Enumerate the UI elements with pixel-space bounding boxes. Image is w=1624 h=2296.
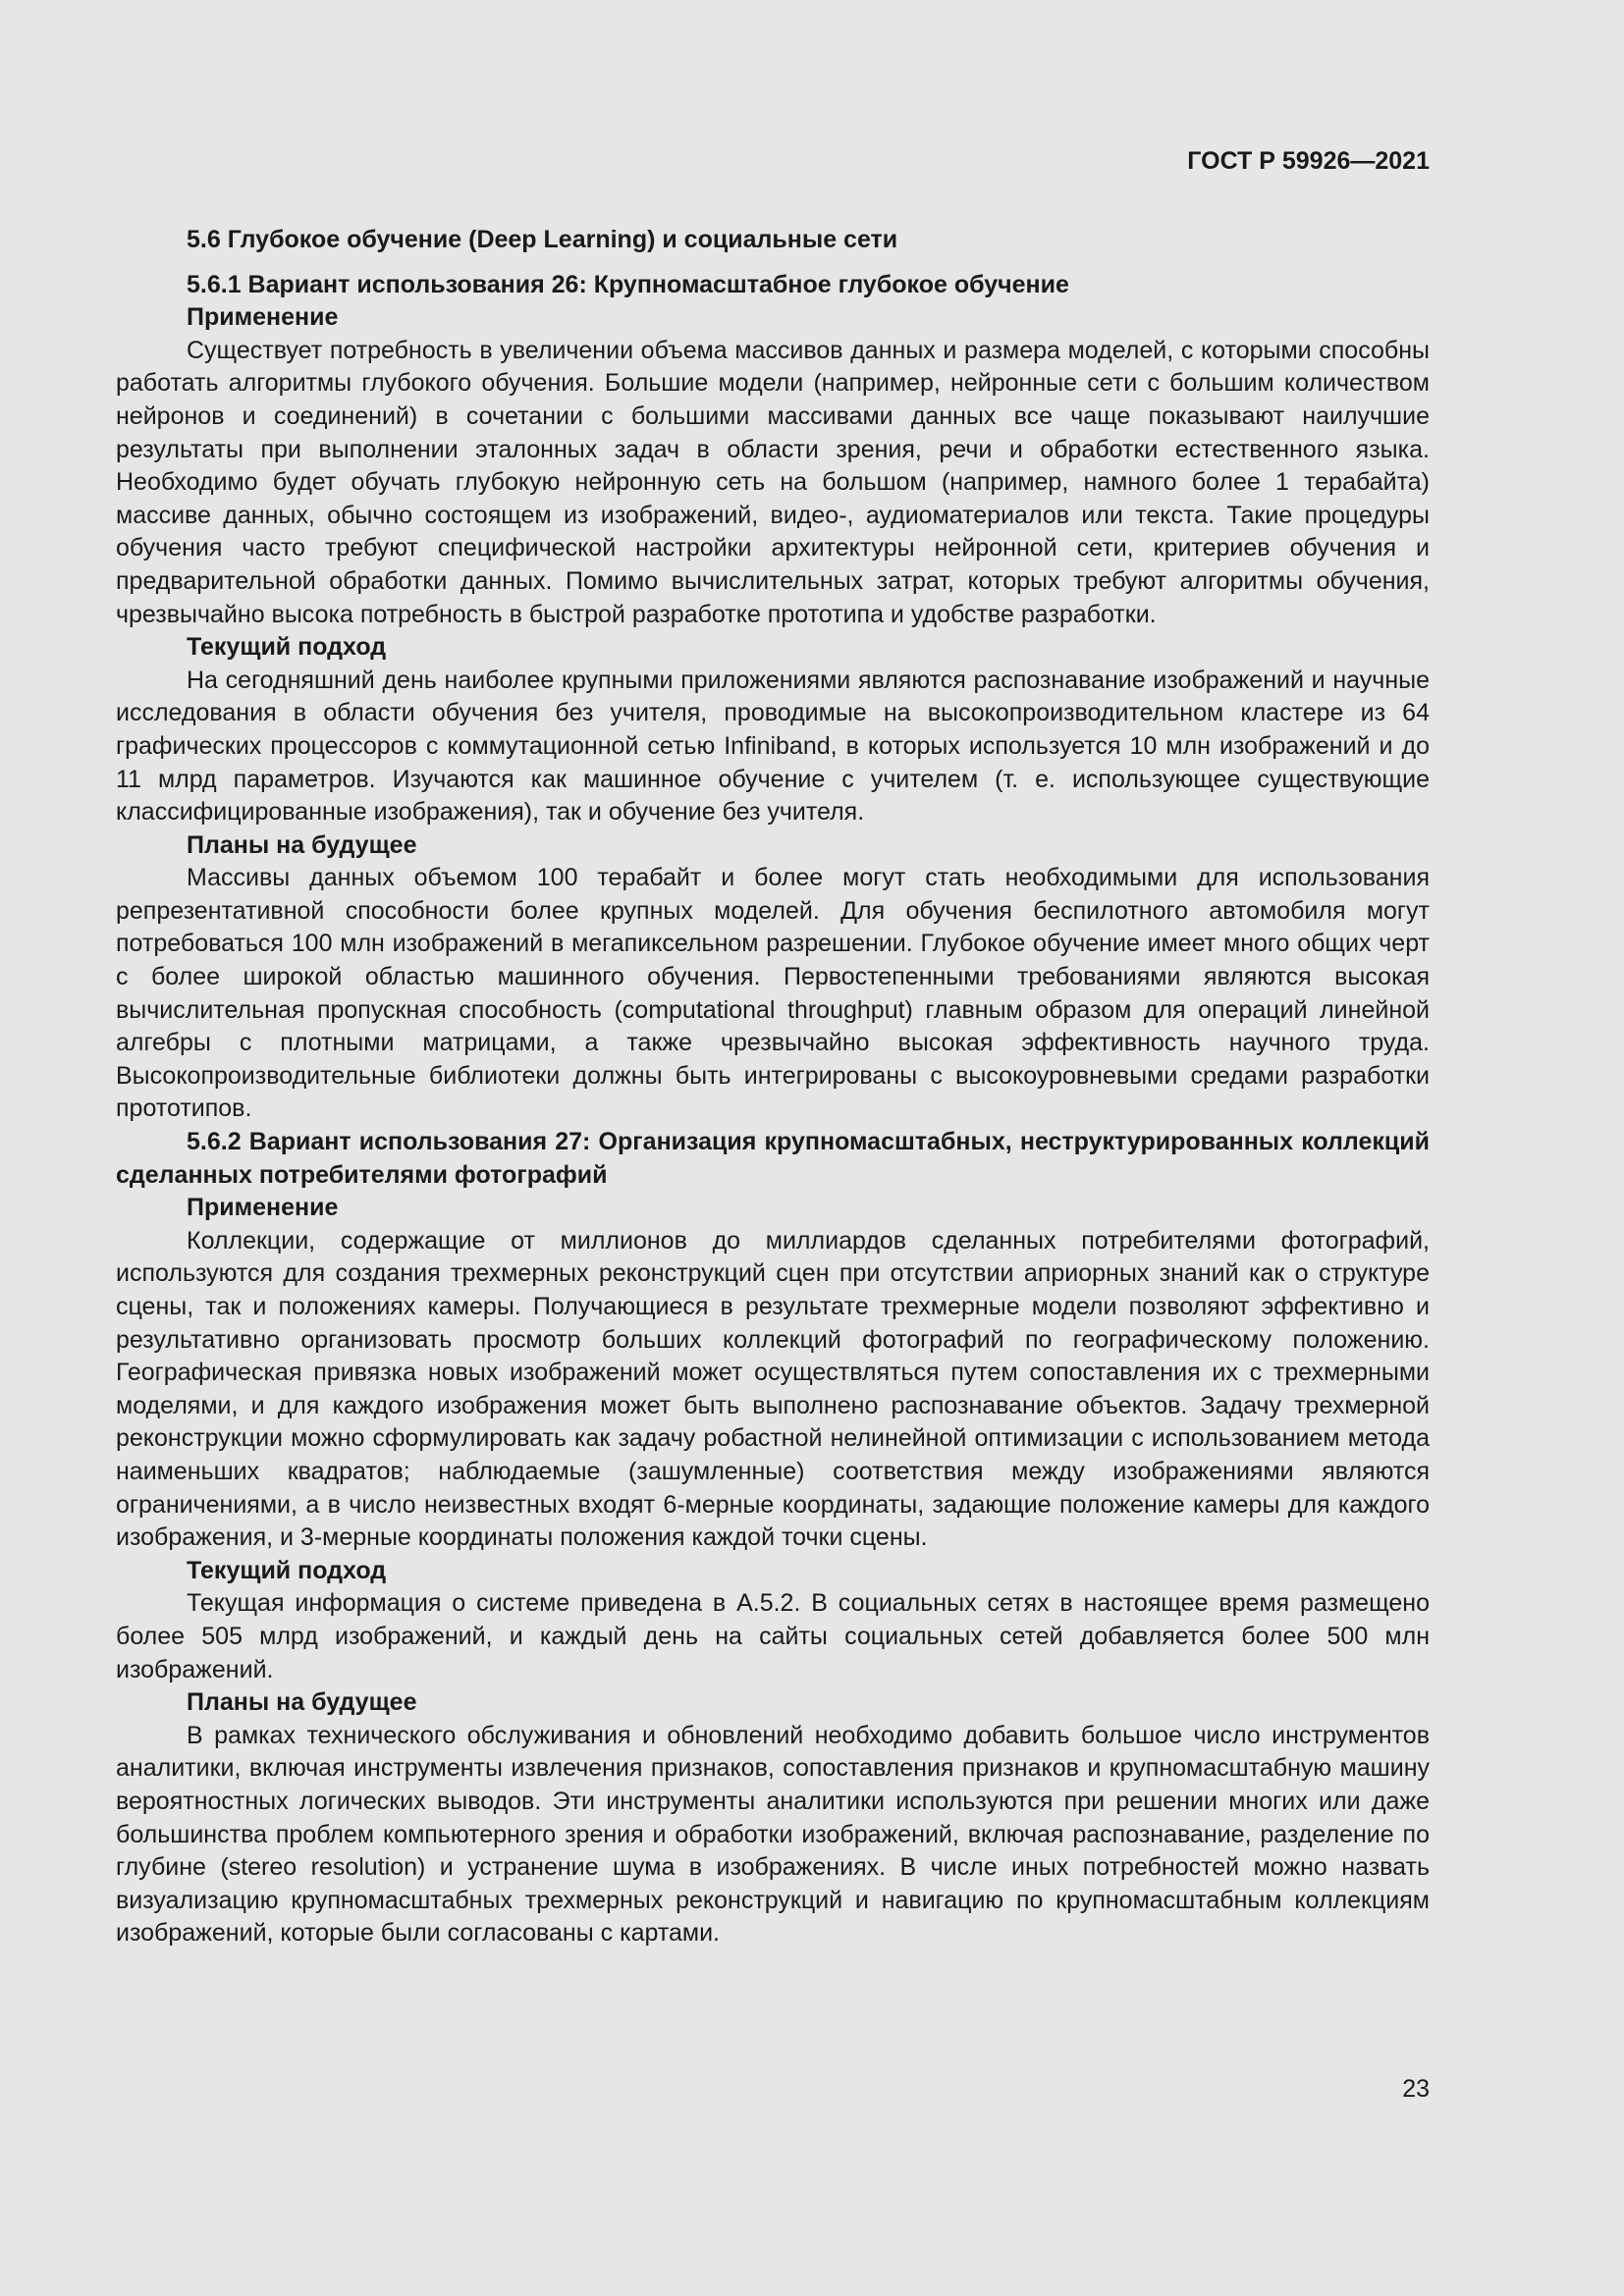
document-id-header: ГОСТ Р 59926—2021 xyxy=(1187,147,1430,175)
use-case-26-future-heading: Планы на будущее xyxy=(187,830,417,859)
use-case-26-application-heading: Применение xyxy=(187,303,339,332)
use-case-27-application-heading: Применение xyxy=(187,1194,339,1222)
use-case-26-future-text: Массивы данных объемом 100 терабайт и более могут стать необходимыми для использования репрезентативной способности более крупных моделей. Для обучения беспилотного автомобиля могут потребоваться 100 млн изображений в мегапиксельном разрешении. Глубокое обучение имеет много общих черт с более широкой областью машинного обучения. Первостепенными требованиями являются высокая вычислительная пропускная способность (computational throughput) главным образом для операций линейной алгебры с плотными матрицами, а также чрезвычайно высокая эффективность научного труда. Высокопроизводительные библиотеки должны быть интегрированы с высокоуровневыми средами разработки прототипов. xyxy=(116,864,1430,1123)
use-case-27-application-text: Коллекции, содержащие от миллионов до миллиардов сделанных потребителями фотографий, используются для создания трехмерных реконструкций сцен при отсутствии априорных знаний как о структуре сцены, так и положениях камеры. Получающиеся в результате трехмерные модели позволяют эффективно и результативно организовать просмотр больших коллекций фотографий по географическому положению. Географическая привязка новых изображений может осуществляться путем сопоставления их с трехмерными моделями, и для каждого изображения может быть выполнено распознавание объектов. Задачу трехмерной реконструкции можно сформулировать как задачу робастной нелинейной оптимизации с использованием метода наименьших квадратов; наблюдаемые (зашумленные) соответствия между изображениями являются ограничениями, а в число неизвестных входят 6-мерные координаты, задающие положение камеры для каждого изображения, и 3-мерные координаты положения каждой точки сцены. xyxy=(116,1226,1430,1552)
use-case-27-current-text: Текущая информация о системе приведена в А.5.2. В социальных сетях в настоящее время размещено более 505 млрд изображений, и каждый день на сайты социальных сетей добавляется более 500 млн изображений. xyxy=(116,1589,1430,1683)
use-case-26-current-text: На сегодняшний день наиболее крупными приложениями являются распознавание изображений и научные исследования в области обучения без учителя, проводимые на высокопроизводительном кластере из 64 графических процессоров с коммутационной сетью Infiniband, в которых используется 10 млн изображений и до 11 млрд параметров. Изучаются как машинное обучение с учителем (т. е. использующее существующие классифицированные изображения), так и обучение без учителя. xyxy=(116,666,1430,827)
use-case-26-current-heading: Текущий подход xyxy=(187,633,387,662)
use-case-26-application-text: Существует потребность в увеличении объема массивов данных и размера моделей, с которыми способны работать алгоритмы глубокого обучения. Большие модели (например, нейронные сети с большим количеством нейронов и соединений) в сочетании с большими массивами данных все чаще показывают наилучшие результаты при выполнении эталонных задач в области зрения, речи и обработки естественного языка. Необходимо будет обучать глубокую нейронную сеть на большом (например, намного более 1 терабайта) массиве данных, обычно состоящем из изображений, видео-, аудиоматериалов или текста. Такие процедуры обучения часто требуют специфической настройки архитектуры нейронной сети, критериев обучения и предварительной обработки данных. Помимо вычислительных затрат, которых требуют алгоритмы обучения, чрезвычайно высока потребность в быстрой разработке прототипа и удобстве разработки. xyxy=(116,336,1430,628)
use-case-27-future-text: В рамках технического обслуживания и обновлений необходимо добавить большое число инструментов аналитики, включая инструменты извлечения признаков, сопоставления признаков и крупномасштабную машину вероятностных логических выводов. Эти инструменты аналитики используются при решении многих или даже большинства проблем компьютерного зрения и обработки изображений, включая распознавание, разделение по глубине (stereo resolution) и устранение шума в изображениях. В числе иных потребностей можно назвать визуализацию крупномасштабных трехмерных реконструкций и навигацию по крупномасштабным коллекциям изображений, которые были согласованы с картами. xyxy=(116,1721,1430,1948)
use-case-26-title: 5.6.1 Вариант использования 26: Крупномасштабное глубокое обучение xyxy=(187,270,1069,298)
use-case-27-title: 5.6.2 Вариант использования 27: Организация крупномасштабных, неструктурированных коллекций сделанных потребителями фотографий xyxy=(116,1128,1430,1189)
use-case-27-future-heading: Планы на будущее xyxy=(187,1688,417,1717)
section-title: 5.6 Глубокое обучение (Deep Learning) и социальные сети xyxy=(187,226,898,253)
page-content xyxy=(116,224,1430,1950)
use-case-27-current-heading: Текущий подход xyxy=(187,1556,387,1584)
page-number: 23 xyxy=(1402,2075,1430,2103)
